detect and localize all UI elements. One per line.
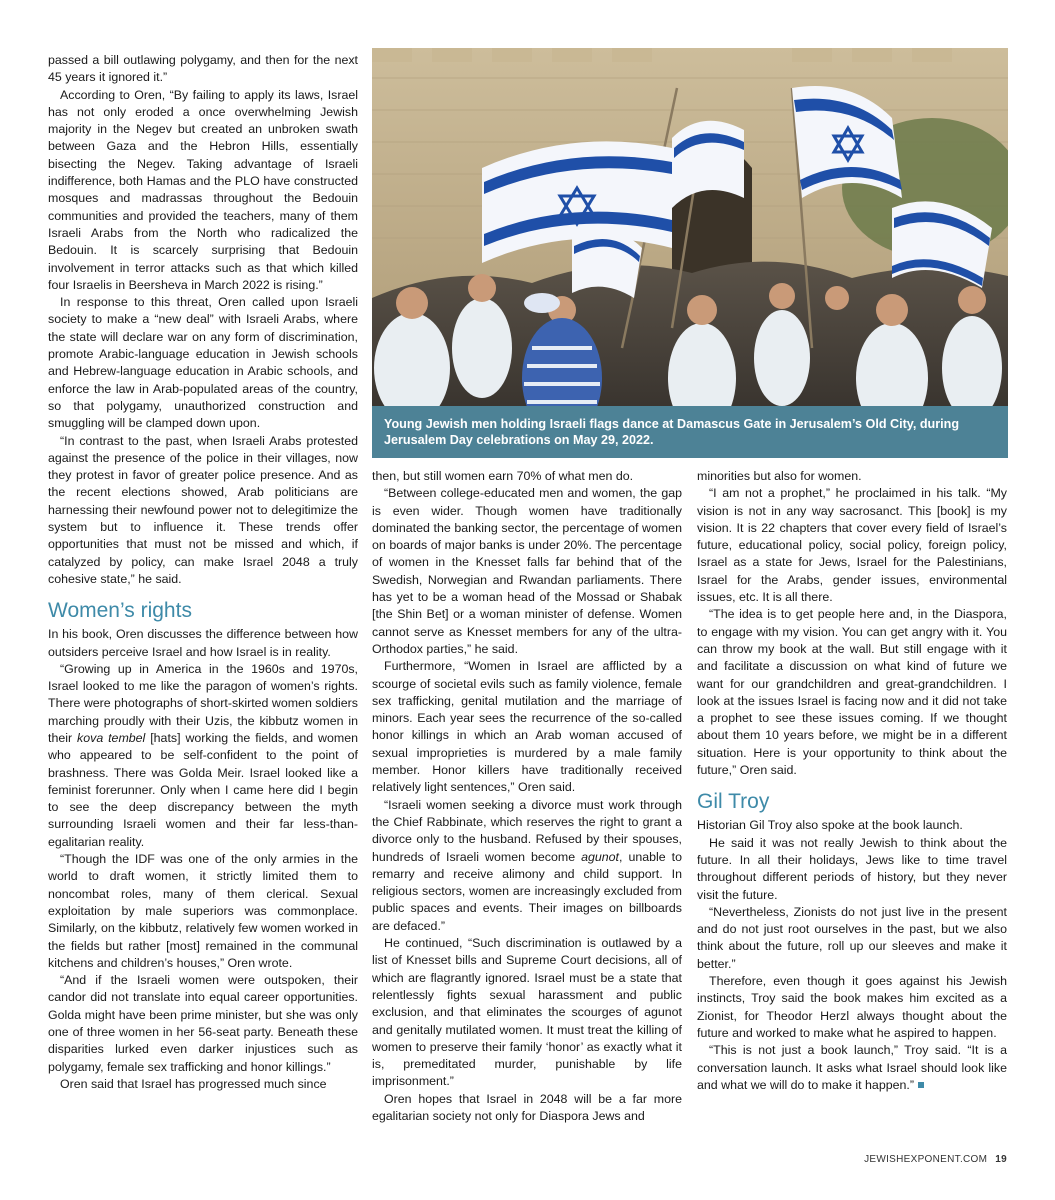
article-column-2 [372,468,682,1125]
paragraph: “I am not a prophet,” he proclaimed in his talk. “My vision is not in any way sacrosanct. This [book] is my vision. It is 22 chapters that cover every field of Israel’s future, educational policy, social policy, foreign policy, Israel as a state for Jews, Israel for the Palestinians, Israel for the Arabs, gender issues, environmental issues, etc. It is all there. [697,486,1007,605]
paragraph: passed a bill outlawing polygamy, and then for the next 45 years it ignored it.” [48,53,358,85]
paragraph: “Between college-educated men and women, the gap is even wider. Though women have traditionally dominated the banking sector, the percentage of women on boards of major banks is under 20%. The percentage of women in the Knesset falls far behind that of the Swedish, Norwegian and Rwandan parliaments. There has yet to be a woman head of the Mossad or Shabak [the Shin Bet] or a woman minister of defense. Women cannot serve as Knesset members for any of the ultra-Orthodox parties,” he said. [372,486,682,656]
paragraph: According to Oren, “By failing to apply its laws, Israel has not only eroded a once overwhelming Jewish majority in the Negev but created an unbroken swath between Gaza and the Hebron Hills, essentially bisecting the Negev. Taking advantage of Israeli indifference, both Hamas and the PLO have constructed mosques and madrassas throughout the Bedouin communities and provided the teachers, many of them Israeli Arabs from the North who radicalized the Bedouin. It is scarcely surprising that Bedouin involvement in terror attacks such as that which killed four Israelis in Beersheva in March 2022 is rising.” [48,87,358,292]
paragraph: minorities but also for women. [697,469,862,483]
paragraph: Oren said that Israel has progressed much since [60,1076,327,1091]
section-heading-gil-troy: Gil Troy [697,790,770,814]
paragraph: In his book, Oren discusses the difference between how outsiders perceive Israel and how Israel is in reality. [48,627,358,659]
article-column-3 [697,468,1007,1094]
article-column-1 [48,52,358,1093]
paragraph: He continued, “Such discrimination is outlawed by a list of Knesset bills and Supreme Court decisions, all of which are flagrantly ignored. Israel must be a state that relentlessly fights sexual harassment and public exclusion, and that eliminates the scourges of agunot and genitally mutilated women. It must treat the killing of women to preserve their family ‘honor’ as exactly what it is, premeditated murder, punishable by life imprisonment.” [372,936,682,1089]
paragraph: “This is not just a book launch,” Troy said. “It is a conversation launch. It asks what Israel should look like and what we will do to make it happen.” [697,1043,1007,1092]
paragraph: “The idea is to get people here and, in the Diaspora, to engage with my vision. You can get angry with it. You can throw my book at the wall. But still engage with it and facilitate a discussion on what kind of future we want for our grandchildren and great-grandchildren. I look at the issues Israel is facing now and it did not take a prophet to see these issues coming. If we thought about them 10 years before, we might be in a different situation. Here is your opportunity to think about the future,” Oren said. [697,607,1007,778]
section-heading-womens-rights: Women’s rights [48,599,192,623]
paragraph: Furthermore, “Women in Israel are afflicted by a scourge of societal evils such as family violence, female sex trafficking, genital mutilation and the marriage of minors. Each year sees the recurrence of the so-called honor killings in which an Arab woman accused of sexual improprieties is murdered by a male family member. Honor killers have traditionally received relatively light sentences,” Oren said. [372,659,682,795]
paragraph: He said it was not really Jewish to think about the future. In all their holidays, Jews like to time travel throughout different periods of history, but they never visit the future. [697,835,1007,902]
paragraph: “Though the IDF was one of the only armies in the world to draft women, it strictly limited them to noncombat roles, many of them clerical. Sexual exploitation by male superiors was commonplace. Similarly, on the kibbutz, relatively few women worked in the fields but rather [most] remained in the communal kitchens and children’s houses,” Oren wrote. [48,852,358,970]
page-footer [864,1154,1007,1165]
article-photo [372,48,1008,458]
photo-illustration [372,48,1008,458]
paragraph: In response to this threat, Oren called upon Israeli society to make a “new deal” with Israeli Arabs, where the state will declare war on any form of discrimination, promote Arabic-language education in Jewish schools and Hebrew-language education in Arabic schools, and enforce the law in Arab-populated areas of the country, so that polygamy, unauthorized construction and smuggling will be clamped down upon. [48,295,358,431]
photo-caption: Young Jewish men holding Israeli flags dance at Damascus Gate in Jerusalem’s Old City, during Jerusalem Day celebrations on May 29, 2022. [372,406,1008,458]
page-number: 19 [995,1154,1007,1165]
paragraph: Historian Gil Troy also spoke at the book launch. [697,818,963,833]
paragraph: “And if the Israeli women were outspoken, their candor did not translate into equal career opportunities. Golda might have been prime minister, but she was only one of three women in her 56-seat party. Beneath these disparities lurked even darker injustices such as polygamy, female sex trafficking and honor killings.” [48,973,358,1074]
paragraph: “Growing up in America in the 1960s and 1970s, Israel looked to me like the paragon of women’s rights. There were photographs of short-skirted women soldiers marching proudly with their Uzis, the kibbutz women in their kova tembel [hats] working the fields, and women who appeared to be self-confident to the point of brashness. There was Golda Meir. Israel looked like a feminist forerunner. Only when I came here did I begin to see the deep discrepancy between the myth surrounding Israeli women and their far less-than-egalitarian reality. [48,661,359,849]
end-mark-icon [918,1082,924,1088]
paragraph: “Nevertheless, Zionists do not just live in the present and do not just root ourselves in the past, but we also think about the future, roll up our sleeves and make it better.” [697,904,1007,971]
paragraph: Therefore, even though it goes against his Jewish instincts, Troy said the book makes him excited as a Zionist, for Theodor Herzl always thought about the future and worked to make what he aspired to happen. [697,974,1007,1040]
paragraph: “Israeli women seeking a divorce must work through the Chief Rabbinate, which reserves the right to grant a divorce only to the husband. Refused by their spouses, hundreds of Israeli women become agunot, unable to remarry and receive alimony and child support. In religious sectors, women are increasingly excluded from public spaces and events. Their images on billboards are defaced.” [372,797,682,933]
paragraph: “In contrast to the past, when Israeli Arabs protested against the presence of the police in their villages, now they protest in favor of greater police presence. And as the recent elections showed, Arab politicians are harnessing their newfound power not to delegitimize the system but to influence it. These trends offer opportunities that must not be missed and which, if catalyzed by policy, can make Israel 2048 a truly cohesive state,” he said. [48,433,358,586]
paragraph: Oren hopes that Israel in 2048 will be a far more egalitarian society not only for Diaspora Jews and [372,1091,682,1123]
paragraph: then, but still women earn 70% of what men do. [372,469,634,483]
site-url: JEWISHEXPONENT.COM [864,1154,988,1165]
